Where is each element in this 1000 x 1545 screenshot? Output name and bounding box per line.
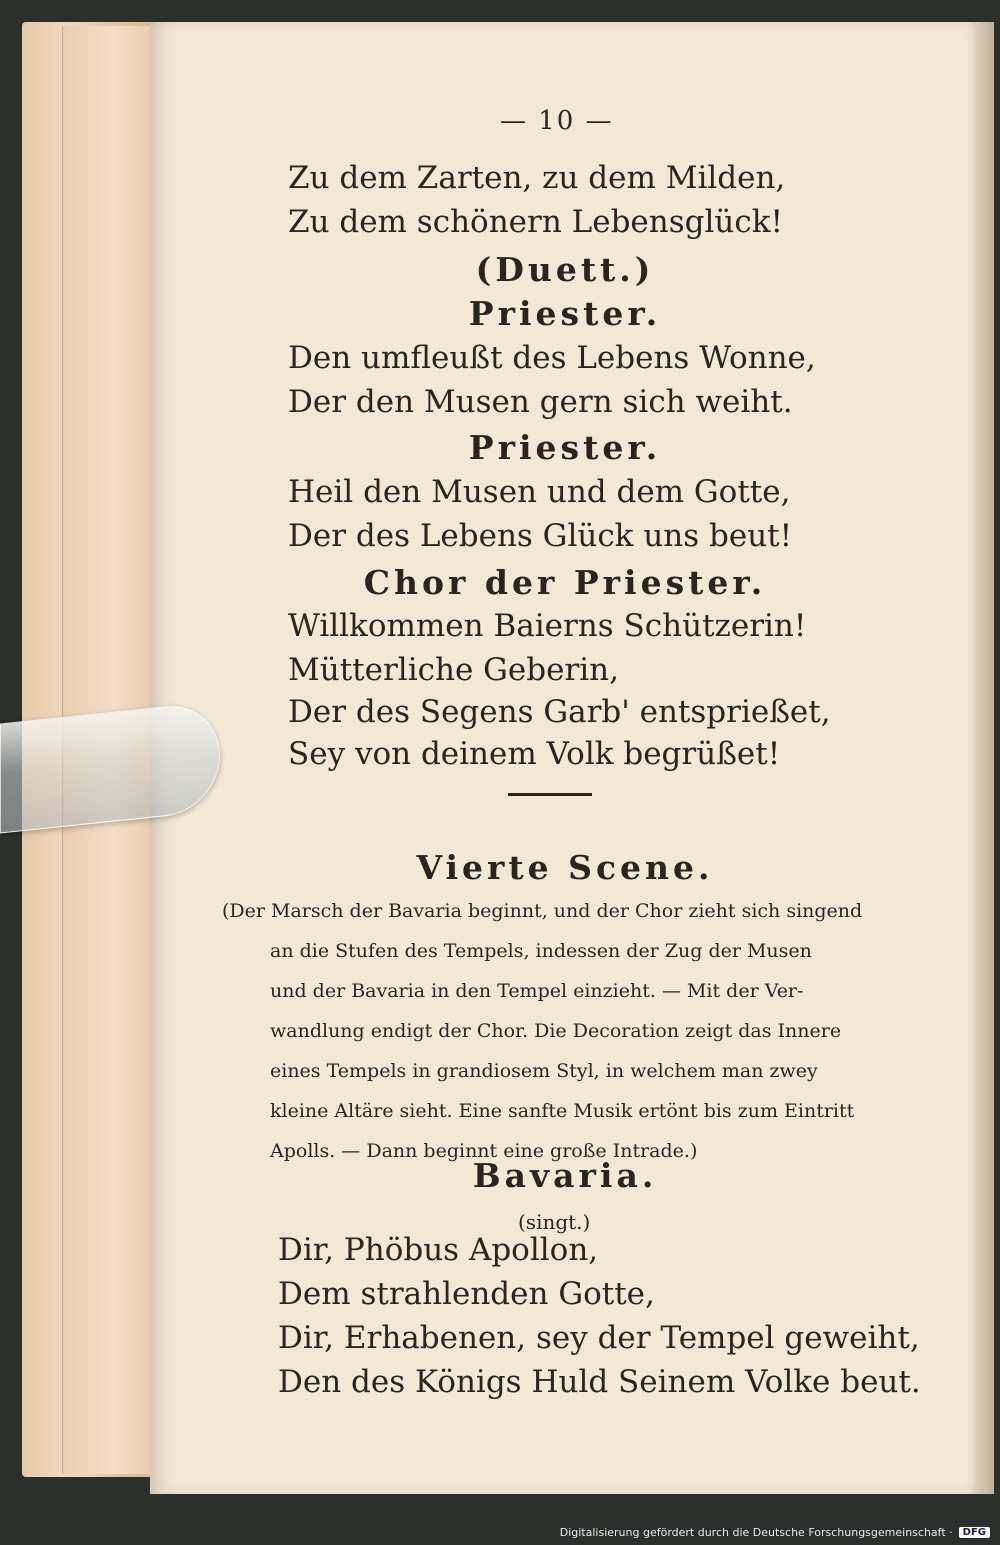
- verse-line: Mütterliche Geberin,: [288, 652, 619, 688]
- duett-heading: (Duett.): [475, 250, 655, 289]
- verse-line: Zu dem Zarten, zu dem Milden,: [288, 160, 786, 196]
- stage-direction-line: und der Bavaria in den Tempel einzieht. — Mit der Ver-: [270, 980, 804, 1002]
- verse-line: Der den Musen gern sich weiht.: [288, 384, 793, 420]
- stage-direction-line: Apolls. — Dann beginnt eine große Intrade.): [270, 1140, 698, 1162]
- verse-line: Dir, Erhabenen, sey der Tempel geweiht,: [278, 1320, 920, 1356]
- verse-line: Den des Königs Huld Seinem Volke beut.: [278, 1364, 921, 1400]
- verse-line: Dir, Phöbus Apollon,: [278, 1232, 599, 1268]
- verse-line: Dem strahlenden Gotte,: [278, 1276, 655, 1312]
- footer-text: Digitalisierung gefördert durch die Deutsche Forschungsgemeinschaft ·: [559, 1525, 953, 1539]
- stage-direction-line: eines Tempels in grandiosem Styl, in welchem man zwey: [270, 1060, 818, 1082]
- stage-direction-line: (Der Marsch der Bavaria beginnt, und der Chor zieht sich singend: [222, 900, 863, 922]
- scene-heading: Vierte Scene.: [416, 848, 714, 887]
- digitization-footer: [560, 1523, 990, 1541]
- stage-direction-line: an die Stufen des Tempels, indessen der Zug der Musen: [270, 940, 812, 962]
- speaker-heading: Priester.: [468, 428, 662, 467]
- verse-line: Der des Lebens Glück uns beut!: [288, 518, 793, 554]
- verse-line: Sey von deinem Volk begrüßet!: [288, 736, 781, 772]
- speaker-heading: Bavaria.: [472, 1156, 658, 1195]
- verse-line: Der des Segens Garb' entsprießet,: [288, 694, 831, 730]
- verse-line: Willkommen Baierns Schützerin!: [288, 608, 807, 644]
- speaker-heading: Priester.: [468, 294, 662, 333]
- dfg-logo: DFG: [959, 1527, 990, 1538]
- page-right-edge: [976, 22, 994, 1494]
- performance-note: (singt.): [518, 1210, 591, 1234]
- stage-direction-line: kleine Altäre sieht. Eine sanfte Musik ertönt bis zum Eintritt: [270, 1100, 855, 1122]
- page-number: — 10 —: [500, 106, 614, 136]
- verse-line: Heil den Musen und dem Gotte,: [288, 474, 791, 510]
- verse-line: Den umfleußt des Lebens Wonne,: [288, 340, 816, 376]
- section-divider: [508, 793, 592, 796]
- chorus-heading: Chor der Priester.: [363, 563, 767, 602]
- stage-direction-line: wandlung endigt der Chor. Die Decoration zeigt das Innere: [270, 1020, 842, 1042]
- verse-line: Zu dem schönern Lebensglück!: [288, 204, 783, 240]
